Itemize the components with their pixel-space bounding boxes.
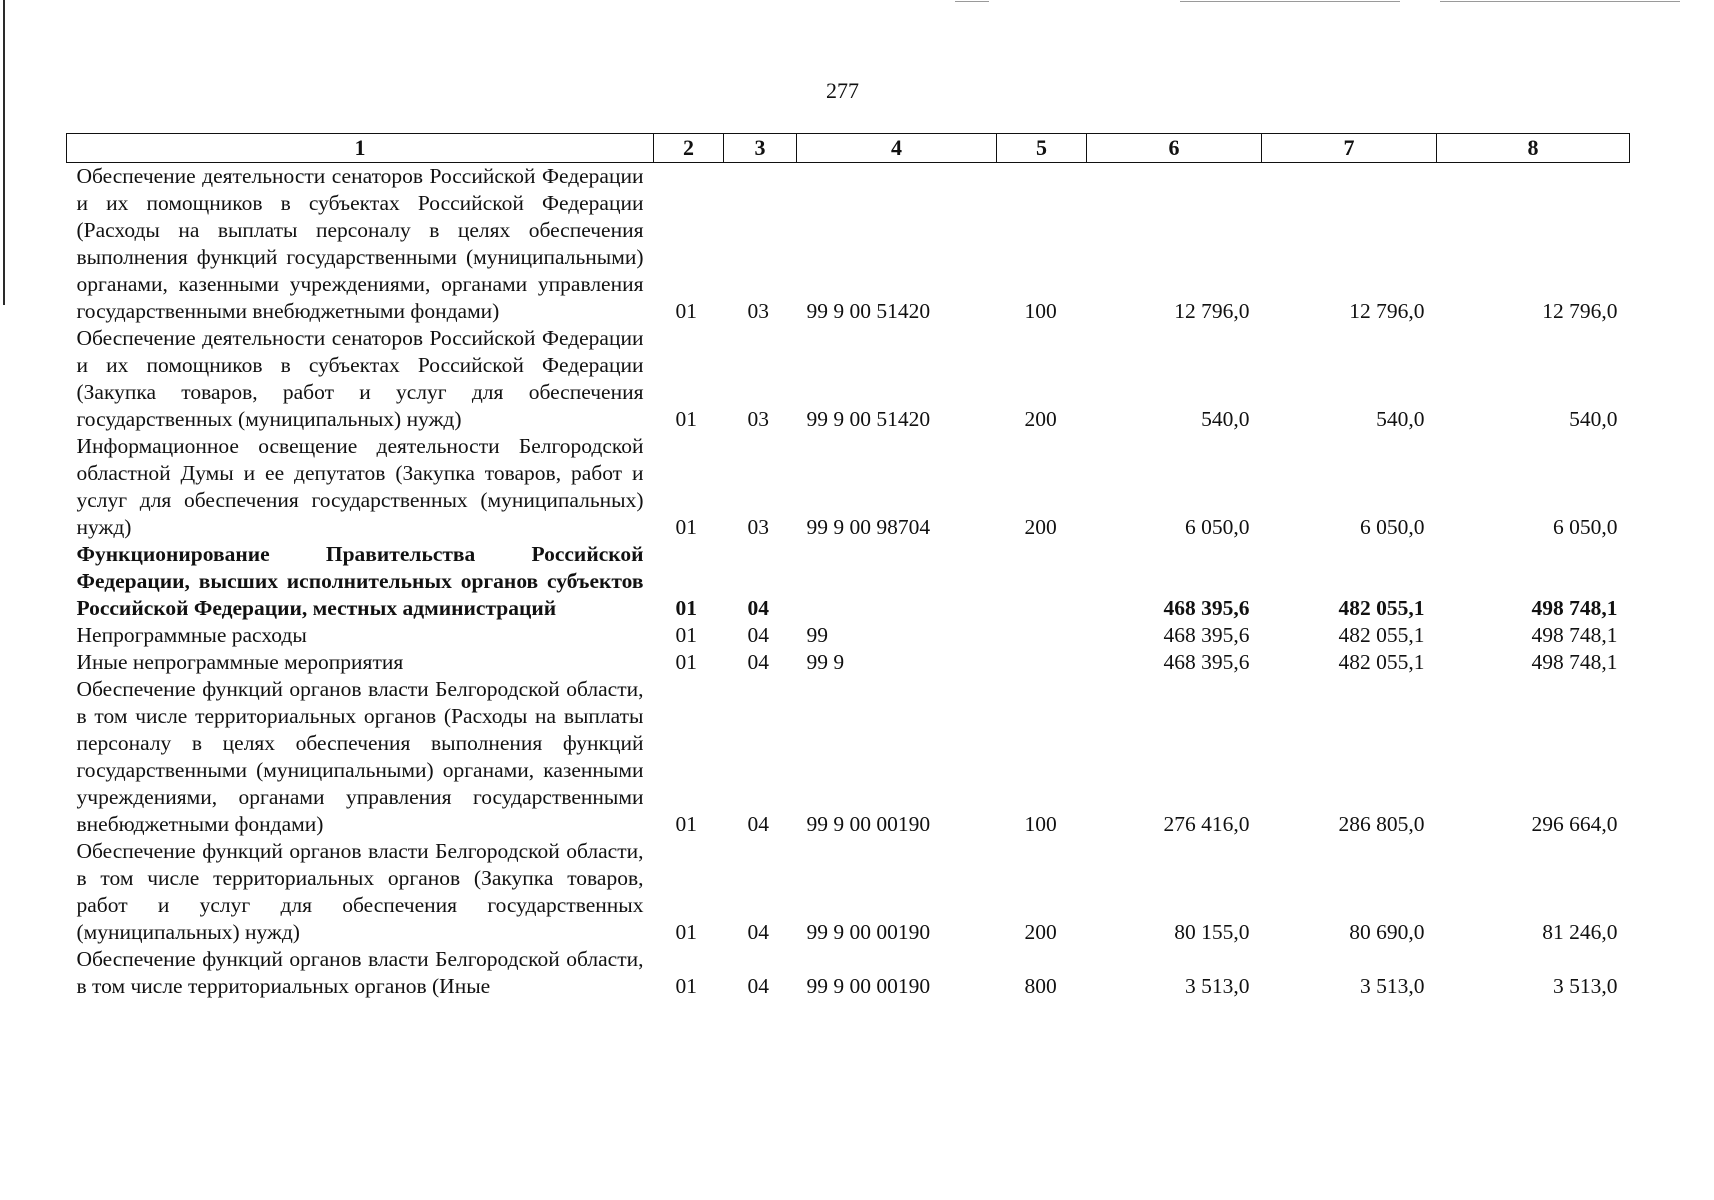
column-header-7: 7 [1262, 134, 1437, 163]
row-subsection: 03 [747, 407, 769, 431]
row-target-code [797, 541, 997, 622]
row-subsection: 04 [747, 974, 769, 998]
row-expense-type: 200 [1024, 515, 1057, 539]
row-amount-year-2: 482 055,1 [1338, 623, 1425, 647]
table-header-row [67, 134, 1630, 163]
row-amount-year-1: 276 416,0 [1163, 812, 1250, 836]
row-subsection: 04 [747, 920, 769, 944]
row-subsection: 04 [747, 623, 769, 647]
row-name: Непрограммные расходы [76, 623, 307, 647]
row-name: Функционирование Правительства Российской Федерации, высших исполнительных органов субъектов Российской Федерации, местных администраций [76, 542, 644, 620]
row-section: 01 [675, 515, 697, 539]
row-section: 01 [675, 407, 697, 431]
row-amount-year-2: 80 690,0 [1349, 920, 1425, 944]
row-target-code: 99 9 00 00190 [806, 920, 931, 944]
row-name: Обеспечение функций органов власти Белгородской области, в том числе территориальных органов (Расходы на выплаты персоналу в целях обеспечения выполнения функций государственными (муниципальными) органами, казенными учреждениями, органами управления государственными внебюджетными фондами) [76, 677, 644, 836]
top-rule [1440, 1, 1680, 2]
row-amount-year-3: 498 748,1 [1531, 623, 1618, 647]
row-amount-year-3: 296 664,0 [1531, 812, 1618, 836]
top-rule [955, 1, 989, 2]
row-amount-year-3: 81 246,0 [1542, 920, 1618, 944]
row-amount-year-1: 80 155,0 [1174, 920, 1250, 944]
row-subsection: 04 [747, 596, 769, 620]
row-expense-type: 200 [1024, 920, 1057, 944]
row-amount-year-1: 6 050,0 [1185, 515, 1250, 539]
table-row [67, 649, 1630, 676]
row-expense-type [997, 649, 1087, 676]
row-amount-year-2: 6 050,0 [1360, 515, 1425, 539]
row-section: 01 [675, 596, 697, 620]
row-section: 01 [675, 974, 697, 998]
row-subsection: 03 [747, 515, 769, 539]
row-amount-year-2: 12 796,0 [1349, 299, 1425, 323]
row-amount-year-3: 3 513,0 [1553, 974, 1618, 998]
row-section: 01 [675, 812, 697, 836]
row-target-code: 99 9 00 51420 [806, 299, 931, 323]
row-target-code: 99 9 [806, 650, 845, 674]
row-amount-year-3: 540,0 [1569, 407, 1618, 431]
row-expense-type [997, 622, 1087, 649]
row-amount-year-3: 6 050,0 [1553, 515, 1618, 539]
table-row [67, 433, 1630, 541]
row-section: 01 [675, 650, 697, 674]
row-expense-type: 800 [1024, 974, 1057, 998]
column-header-8: 8 [1437, 134, 1630, 163]
row-expense-type: 100 [1024, 812, 1057, 836]
left-edge-rule [3, 0, 5, 305]
row-amount-year-2: 286 805,0 [1338, 812, 1425, 836]
column-header-4: 4 [797, 134, 997, 163]
row-section: 01 [675, 623, 697, 647]
row-amount-year-1: 468 395,6 [1163, 596, 1250, 620]
column-header-3: 3 [724, 134, 797, 163]
row-target-code: 99 9 00 98704 [806, 515, 931, 539]
row-amount-year-2: 482 055,1 [1338, 650, 1425, 674]
row-subsection: 04 [747, 812, 769, 836]
row-amount-year-1: 12 796,0 [1174, 299, 1250, 323]
page-number: 277 [826, 78, 859, 103]
row-expense-type: 200 [1024, 407, 1057, 431]
row-amount-year-2: 540,0 [1376, 407, 1425, 431]
row-target-code: 99 9 00 00190 [806, 974, 931, 998]
row-section: 01 [675, 299, 697, 323]
column-header-1: 1 [67, 134, 654, 163]
row-expense-type: 100 [1024, 299, 1057, 323]
column-header-2: 2 [654, 134, 724, 163]
row-name: Иные непрограммные мероприятия [76, 650, 404, 674]
row-amount-year-1: 540,0 [1201, 407, 1250, 431]
row-expense-type [997, 541, 1087, 622]
row-target-code: 99 [806, 623, 828, 647]
row-amount-year-1: 468 395,6 [1163, 623, 1250, 647]
table-row [67, 676, 1630, 838]
row-name: Обеспечение деятельности сенаторов Российской Федерации и их помощников в субъектах Российской Федерации (Закупка товаров, работ и услуг для обеспечения государственных (муниципальных) нужд) [76, 326, 644, 431]
row-target-code: 99 9 00 51420 [806, 407, 931, 431]
table-row [67, 622, 1630, 649]
row-amount-year-3: 498 748,1 [1531, 596, 1618, 620]
column-header-5: 5 [997, 134, 1087, 163]
top-rule [1180, 1, 1400, 2]
table-row [67, 163, 1630, 326]
row-amount-year-3: 12 796,0 [1542, 299, 1618, 323]
column-header-6: 6 [1087, 134, 1262, 163]
row-name: Обеспечение функций органов власти Белгородской области, в том числе территориальных органов (Закупка товаров, работ и услуг для обеспечения государственных (муниципальных) нужд) [76, 839, 644, 944]
row-subsection: 04 [747, 650, 769, 674]
row-amount-year-2: 482 055,1 [1338, 596, 1425, 620]
row-amount-year-3: 498 748,1 [1531, 650, 1618, 674]
row-name: Информационное освещение деятельности Белгородской областной Думы и ее депутатов (Закупка товаров, работ и услуг для обеспечения государственных (муниципальных) нужд) [76, 434, 644, 539]
table-row [67, 325, 1630, 433]
row-subsection: 03 [747, 299, 769, 323]
row-name: Обеспечение функций органов власти Белгородской области, в том числе территориальных органов (Иные [76, 947, 644, 998]
row-amount-year-1: 3 513,0 [1185, 974, 1250, 998]
budget-table [66, 133, 1630, 1000]
table-row [67, 946, 1630, 1000]
row-name: Обеспечение деятельности сенаторов Российской Федерации и их помощников в субъектах Российской Федерации (Расходы на выплаты персоналу в целях обеспечения выполнения функций государственными (муниципальными) органами, казенными учреждениями, органами управления государственными внебюджетными фондами) [76, 164, 644, 323]
row-section: 01 [675, 920, 697, 944]
table-row [67, 838, 1630, 946]
row-amount-year-1: 468 395,6 [1163, 650, 1250, 674]
row-amount-year-2: 3 513,0 [1360, 974, 1425, 998]
table-row [67, 541, 1630, 622]
row-target-code: 99 9 00 00190 [806, 812, 931, 836]
